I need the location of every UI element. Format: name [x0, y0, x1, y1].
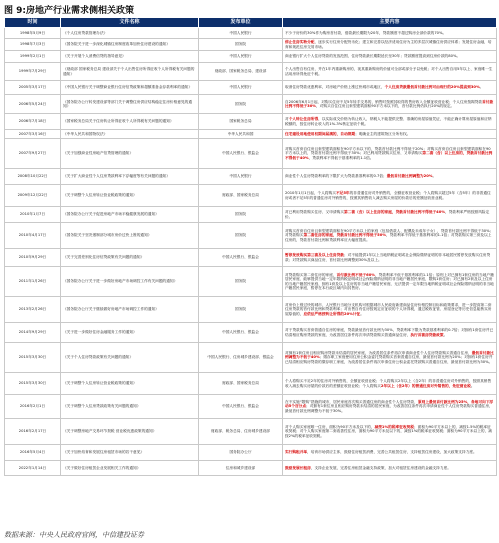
row-date: 1999年7月29日: [5, 63, 61, 81]
table-body: [5, 28, 497, 476]
row-document: 《财政部 国家税务总局 建设部关于个人出售住房所得征收个人所得税有关问题的通知》: [61, 63, 199, 81]
row-date: 2005年3月17日: [5, 81, 61, 95]
row-content: [283, 267, 497, 297]
content-text: ；对不能提供1年以上当地纳税证明或社会保险缴纳证明的非本地居民暂停发放购买住房贷款；对贷款购买商品住房，首付款比例调整到30%及以上。: [285, 253, 491, 262]
table-row: [5, 267, 497, 297]
row-date: 2016年2月1日: [5, 395, 61, 419]
content-text: ，培育市场供应主体，鼓励住房租赁消费，完善公共租赁住房，支持租赁住房建设，加大政策支持力度。: [307, 450, 477, 455]
table-row: [5, 323, 497, 343]
source-note: 数据来源：中央人民政府官网，中信建投证券: [4, 531, 144, 539]
table-row: [5, 63, 497, 81]
content-text: ，贷款利率严格按照风险定价。: [285, 210, 490, 219]
content-text: 对贷款购买第二套住房的家庭，: [285, 272, 337, 277]
content-text: ，贷款利率不得低于基准利率的1.1倍；对贷款购买第三套及以上住房的，贷款首付款比例和贷款利率应大幅度提高。: [285, 233, 492, 242]
row-content: [283, 185, 497, 207]
content-text: 对: [285, 117, 289, 122]
content-text: ，支持企业发展，完善住房租赁金融支持政策，加大对租赁住房建设的金融支持力度。: [310, 465, 451, 470]
row-department: 国务院办公厅: [199, 445, 283, 461]
row-document: 《关于进一步做好住房金融服务工作的通知》: [61, 323, 199, 343]
row-date: 2013年2月26日: [5, 297, 61, 323]
content-text: ；明确业主的建筑物区分所有权。: [355, 131, 411, 136]
row-department: 中国人民银行: [199, 81, 283, 95]
content-text: 2010年1月1日起，个人将购买: [285, 191, 336, 196]
table-row: [5, 81, 497, 95]
row-content: [283, 297, 497, 323]
content-text: ，贷款利率不低于基准利率的1.1倍；原则上对已拥有1套住房的当地户籍居民家庭、能够提供当地一定年限纳税证明或社会保险缴纳证明的非当地户籍居民家庭，限购1套住房；对已拥有2套及以上住房的当地户籍居民家庭、拥有1套及以上住房的非当地户籍居民家庭、无法提供一定年限当地纳税证明或社会保险缴纳证明的非当地户籍居民家庭，暂停在本行政区域内向其售房。: [285, 272, 494, 290]
row-content: 个人出售自有住房，并在1年内重新购房的，视其重新购房的价值可全部或部分予以免税；对个人出售自用5年以上、家庭唯一生活用房所得免征个税。: [283, 63, 497, 81]
row-date: 2015年3月30日: [5, 373, 61, 395]
header-document: 文件名称: [61, 18, 199, 28]
table-row: [5, 130, 497, 139]
content-text: 。: [470, 383, 475, 388]
content-text: 取消住房贷款优惠利率，对房地产价格上涨过快城市或地区，: [285, 85, 385, 90]
content-highlight: 第二套（含）以上住房的家庭，贷款首付款比例不得低于40%: [344, 210, 446, 215]
row-date: 2010年1月7日: [5, 207, 61, 223]
row-date: 2006年7月18日: [5, 114, 61, 130]
content-text: 在不实施“限购”措施的城市，居民家庭首次购买普通住房的商业性个人住房贷款，: [285, 399, 418, 404]
table-row: [5, 28, 497, 39]
row-document: 《个人住房贷款管理办法》: [61, 28, 199, 39]
table-row: [5, 95, 497, 114]
row-content: [283, 114, 497, 130]
row-department: 中国人民银行、银监会: [199, 323, 283, 343]
row-department: 国务院: [199, 207, 283, 223]
row-department: 国家税务总局: [199, 114, 283, 130]
row-date: 2007年9月27日: [5, 139, 61, 169]
row-content: [283, 461, 497, 476]
row-department: 中国人民银行、银监会: [199, 249, 283, 267]
row-content: [283, 81, 497, 95]
content-text: 对个人购买家庭唯一住房，面积为90平方米及以下的，: [285, 424, 375, 429]
row-document: 《关于调整个人住房转让营业税政策的通知》: [61, 185, 199, 207]
header-content: 主要内容: [283, 18, 497, 28]
content-highlight: 首付款比例不低于60%: [336, 272, 375, 277]
row-document: 《国务院关于进一步深化城镇住房制度改革加快住房建设的通知》: [61, 39, 199, 51]
row-document: 《关于调整个人住房转让营业税政策的通知》: [61, 373, 199, 395]
row-document: 《关于做好住房租赁企业发展相关工作的通知》: [61, 461, 199, 476]
table-row: [5, 114, 497, 130]
row-content: 不少于房价的30%作为购房首付款，借款最长期限为20年，贷款额度不超过购房全部价款的70%。: [283, 28, 497, 39]
row-department: 国务院: [199, 95, 283, 114]
content-text: ，对购买自住住房且套型建筑面积90平方米以下的，首付款比例仍执行20%的规定。: [315, 104, 455, 108]
row-content: [283, 95, 497, 114]
row-document: 《关于完善差别化住房信贷政策有关问题的通知》: [61, 249, 199, 267]
row-department: 中国人民银行: [199, 169, 283, 185]
row-date: 1998年5月9日: [5, 28, 61, 39]
figure-title: 图 9:房地产行业需求侧相关政策: [4, 6, 134, 16]
row-date: 1998年7月3日: [5, 39, 61, 51]
row-document: 《国务院办公厅关于继续做好房地产市场调控工作的通知》: [61, 297, 199, 323]
row-document: 《关于调整房地产交易环节契税 营业税优惠政策的通知》: [61, 419, 199, 445]
row-content: [283, 130, 497, 139]
row-date: 2022年1月14日: [5, 461, 61, 476]
content-text: 对拥有1套住房且相应购房贷款未结清的居民家庭，为改善居住条件再次申请商业性个人住房贷款购买普通自住房，: [285, 350, 472, 355]
row-department: 财政部、国家税务总局、建设部: [199, 63, 283, 81]
content-text: 。: [479, 85, 484, 90]
content-text: 商业性个人住房贷款利率的下限扩大为贷款基准利率的0.7倍；: [285, 174, 387, 179]
content-highlight: 暂停发放购买第三套及以上住房贷款: [285, 253, 344, 258]
content-highlight: 鼓励发展长租房: [285, 465, 311, 470]
header-date: 时间: [5, 18, 61, 28]
content-highlight: 最低首付款比例调整为20%: [386, 174, 433, 179]
row-date: 2015年3月30日: [5, 343, 61, 373]
content-highlight: 不足5年: [335, 191, 350, 196]
row-date: 2009年12月22日: [5, 185, 61, 207]
row-document: 《国家税务总局关于住房转让所得征收个人所得税有关问题的通知》: [61, 114, 199, 130]
policy-table: [4, 17, 497, 476]
row-department: 住房和城乡建设部: [199, 461, 283, 476]
table-row: [5, 419, 497, 445]
content-highlight: 原则上最低首付款比例为25%，各地可向下浮动5个百分点: [285, 399, 494, 409]
row-department: 国务院: [199, 297, 283, 323]
row-date: 1999年2月1日: [5, 51, 61, 63]
content-text: ；对拥有1套住房且相应购房贷款未结清的居民家庭，为改善居住条件再次申请商业性个人住房贷款购买普通住房，最低首付款比例调整为不低于30%。: [285, 404, 493, 413]
content-highlight: 个人住房贷款最低首付款比例可由现行的20%提高到30%: [384, 85, 480, 90]
row-department: 中国人民银行: [199, 51, 283, 63]
table-row: [5, 207, 497, 223]
row-document: 《国务院办公厅关于进一步做好房地产市场调控工作有关问题的通知》: [61, 267, 199, 297]
content-text: 。: [443, 332, 448, 337]
row-document: 《关于加强商业性房地产信贷管理的通知》: [61, 139, 199, 169]
row-content: [283, 249, 497, 267]
table-row: [5, 445, 497, 461]
table-row: [5, 139, 497, 169]
row-department: 中国人民银行、住房城乡建设部、银监会: [199, 343, 283, 373]
header-department: 发布单位: [199, 18, 283, 28]
content-text: 自2006年6月1日起，对购买住房不足5年转手交易的，销售时按照其取得的售房收入全额征收营业税；个人住房按揭贷款: [285, 99, 483, 104]
content-text: 对购买首套自住房且套型建筑面积在90平方米以下的，贷款首付款比例不得低于20%；对购买首套自住房且套型建筑面积在90平方米以上的，贷款首付款比例不得低于30%；对已利用贷款购买住房、又申请购买: [285, 146, 491, 156]
row-document: 《国务院关于坚决遏制部分城市房价过快上涨的通知》: [61, 223, 199, 249]
row-date: 2016年5月4日: [5, 445, 61, 461]
content-highlight: 应依法严格按转让所得的20%计征: [303, 311, 361, 316]
table-row: [5, 249, 497, 267]
content-text: ，贷款利率不得低于基准利率的1.1倍。: [308, 155, 374, 160]
content-text: 对于贷款购买首套普通自住房的家庭，贷款最低首付款比例为30%，贷款利率下限为贷款基准利率的0.7倍；对拥有1套住房并已结清相应购房贷款的家庭，为改善居住条件再次申请贷款购买普通商品住房，: [285, 328, 494, 337]
content-highlight: 执行首套房贷款政策: [410, 332, 444, 337]
content-text: 。: [360, 311, 364, 316]
table-row: [5, 343, 497, 373]
row-date: 2016年2月17日: [5, 419, 61, 445]
row-department: 财政部、税务总局、住房城乡建设部: [199, 419, 283, 445]
row-document: 《国务院办公厅关于促进房地产市场平稳健康发展的通知》: [61, 207, 199, 223]
row-department: 中华人民共和国: [199, 130, 283, 139]
content-text: ，逐步实行住房分配货币化；建立和完善以经济适用住房为主的多层次城镇住房供应体系；发展住房金融，培育和规范住房交易市场。: [285, 40, 492, 49]
row-date: 2008年10月22日: [5, 169, 61, 185]
row-date: 2007年3月16日: [5, 130, 61, 139]
content-highlight: 实行购租并举: [285, 450, 308, 455]
row-content: [283, 223, 497, 249]
content-text: 个人将购买不足2年的住房对外销售的，全额征收营业税；个人将购买2年以上（含2年）的非普通住房对外销售的，按照其销售收入减去购买房屋的价款后的差额征收营业税；个人将购买: [285, 379, 492, 388]
content-text: 对房价上涨过快的城市，人民银行当地分支机构可根据城市人民政府新建商品住房价格控制目标和政策要求，进一步提高第二套住房贷款的首付款比例和贷款利率；对出售自有住房按规定应征收的个人所得税，通过税收征管、房屋登记等历史信息能核实房屋原值的，: [285, 302, 492, 316]
row-document: 《国务院办公厅转发建设部等部门关于调整住房供应结构稳定住房价格意见的通知》: [61, 95, 199, 114]
row-date: 2010年9月29日: [5, 249, 61, 267]
content-highlight: 首付款比例不得低于30%: [285, 99, 494, 108]
content-highlight: 第二套住房的家庭，贷款首付款比例不得低于50%: [303, 233, 387, 238]
row-department: 国务院: [199, 267, 283, 297]
row-department: 中国人民银行: [199, 28, 283, 39]
row-content: 商业银行扩大个人住房贷款的发放范围，住房贷款最长期限延长至30年；贷款额度提高到住房价款的80%。: [283, 51, 497, 63]
row-document: 《关于开展个人消费信贷的指导意见》: [61, 51, 199, 63]
content-highlight: 停止住房实物分配: [285, 40, 315, 45]
content-highlight: 第二套（含）以上住房的，贷款首付款比例不得低于40%: [285, 151, 493, 160]
row-department: 中国人民银行、银监会: [199, 395, 283, 419]
row-department: 财政部、国家税务总局: [199, 373, 283, 395]
content-highlight: 住宅建设用地使用权期间届满的，自动续期: [285, 131, 356, 136]
row-content: [283, 139, 497, 169]
row-content: [283, 207, 497, 223]
row-document: 《中华人民共和国物权法》: [61, 130, 199, 139]
row-date: 2006年5月24日: [5, 95, 61, 114]
table-row: [5, 373, 497, 395]
row-department: 国务院: [199, 223, 283, 249]
content-text: 对已利用贷款购买住房、又申请购买: [285, 210, 344, 215]
table-row: [5, 39, 497, 51]
content-text: ；面积为90平方米以上的，减按1.5%的税率征收契税；对个人购买家庭第二套改善性住房，面积为90平方米及以下的，减按1%的税率征收契税；面积为90平方米以上的，减按2%的税率征收契税。: [285, 424, 492, 438]
row-document: 《关于加快培育和发展住房租赁市场的若干意见》: [61, 445, 199, 461]
content-highlight: 个人转让住房所得: [288, 117, 319, 122]
row-department: 中国人民银行、银监会: [199, 139, 283, 169]
row-date: 2011年1月26日: [5, 267, 61, 297]
table-row: [5, 185, 497, 207]
row-content: [283, 323, 497, 343]
table-row: [5, 223, 497, 249]
table-header-row: [5, 18, 497, 28]
row-content: [283, 395, 497, 419]
row-date: 2010年4月17日: [5, 223, 61, 249]
content-text: 的非普通住房对外销售的，全额征收营业税；个人将购买超过5年（含5年）的非普通住房或者不足5年的普通住房对外销售的，按照其销售收入减去购买房屋的价款后的差额征收营业税。: [285, 191, 491, 200]
row-content: [283, 169, 497, 185]
row-content: [283, 39, 497, 51]
row-content: [283, 343, 497, 373]
content-highlight: 最低首付款比例调整为不低于40%: [285, 350, 494, 360]
row-content: [283, 373, 497, 395]
row-content: [283, 419, 497, 445]
row-document: 《关于调整个人住房贷款政策有关问题的通知》: [61, 395, 199, 419]
table-row: [5, 297, 497, 323]
row-document: 《中国人民银行关于调整商业银行住房信贷政策和超额准备金存款利率的通知》: [61, 81, 199, 95]
row-document: 《关于个人住房贷款政策有关问题的通知》: [61, 343, 199, 373]
table-row: [5, 461, 497, 476]
table-row: [5, 51, 497, 63]
content-highlight: 减按1%的税率征收契税: [374, 424, 414, 429]
content-text: ；缴存职工家庭使用住房公积金委托贷款购买首套普通自住房，最低首付款比例为20%；对拥有1套住房并已结清相应购房贷款的缴存职工家庭，为改善居住条件再次申请住房公积金委托贷款购买普通自住房，最低首付款比例为30%。: [285, 355, 493, 364]
row-document: 《关于扩大商业性个人住房贷款利率下浮幅度等有关问题的通知》: [61, 169, 199, 185]
table-row: [5, 395, 497, 419]
content-text: 。: [432, 174, 437, 179]
row-content: [283, 445, 497, 461]
row-department: 财政部、国家税务总局: [199, 185, 283, 207]
table-row: [5, 169, 497, 185]
content-highlight: 2年以上（含2年）的普通住房对外销售的，免征营业税: [380, 383, 471, 388]
content-text: 对购买首套自住房且套型建筑面积在90平方米以上的家庭（包括借款人、配偶及未成年子女），贷款首付款比例不得低于30%；对贷款购买: [285, 228, 494, 238]
row-department: 国务院: [199, 39, 283, 51]
content-text: ，以实际成交价格为转让收入，纳税人不能提供完整、准确的房屋原值凭证，不能正确计算房屋原值和应纳税额的，按住房转让收入的1%-3%核定征收个税。: [285, 117, 492, 126]
row-date: 2014年9月29日: [5, 323, 61, 343]
